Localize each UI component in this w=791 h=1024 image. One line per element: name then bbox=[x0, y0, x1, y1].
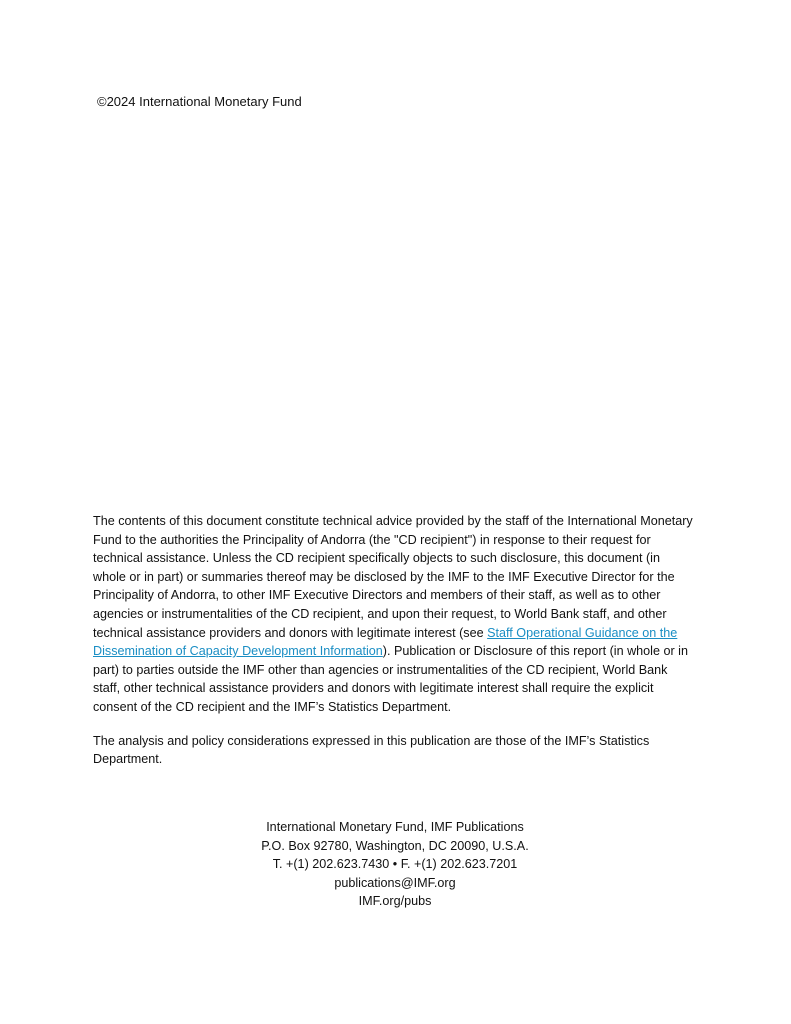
copyright-notice: ©2024 International Monetary Fund bbox=[97, 94, 302, 109]
disclaimer-text-after-link: ). Publication or Disclosure of this report (in whole or in part) to parties outside the IMF other than agencies or instrumentalities of the CD recipient, World Bank staff, other technical assistance providers and donors with legitimate interest shall require the explicit consent of the CD recipient and the IMF’s Statistics Department. bbox=[93, 644, 688, 714]
contact-phone-fax: T. +(1) 202.623.7430 • F. +(1) 202.623.7201 bbox=[272, 857, 518, 872]
contact-org: International Monetary Fund, IMF Publications bbox=[266, 820, 524, 834]
contact-website: IMF.org/pubs bbox=[358, 894, 432, 909]
disclaimer-text-before-link: The contents of this document constitute technical advice provided by the staff of the International Monetary Fund to the authorities the Principality of Andorra (the "CD recipient") in response to their request for technical assistance. Unless the CD recipient specifically objects to such disclosure, this document (in whole or in part) or summaries thereof may be disclosed by the IMF to the IMF Executive Director for the Principality of Andorra, to other IMF Executive Directors and members of their staff, as well as to other agencies or instrumentalities of the CD recipient, and upon their request, to World Bank staff, and other technical assistance providers and donors with legitimate interest (see bbox=[93, 514, 693, 640]
staff-guidance-link[interactable]: Staff Operational Guidance on the Dissemination of Capacity Development Information bbox=[93, 625, 678, 659]
disclaimer-section bbox=[93, 512, 693, 784]
contact-address: P.O. Box 92780, Washington, DC 20090, U.S.A. bbox=[261, 838, 529, 853]
contact-block bbox=[195, 818, 595, 911]
contact-email: publications@IMF.org bbox=[334, 875, 456, 890]
disclaimer-paragraph-2: The analysis and policy considerations expressed in this publication are those of the IMF’s Statistics Department. bbox=[93, 733, 650, 767]
disclaimer-paragraph-1 bbox=[93, 512, 693, 717]
